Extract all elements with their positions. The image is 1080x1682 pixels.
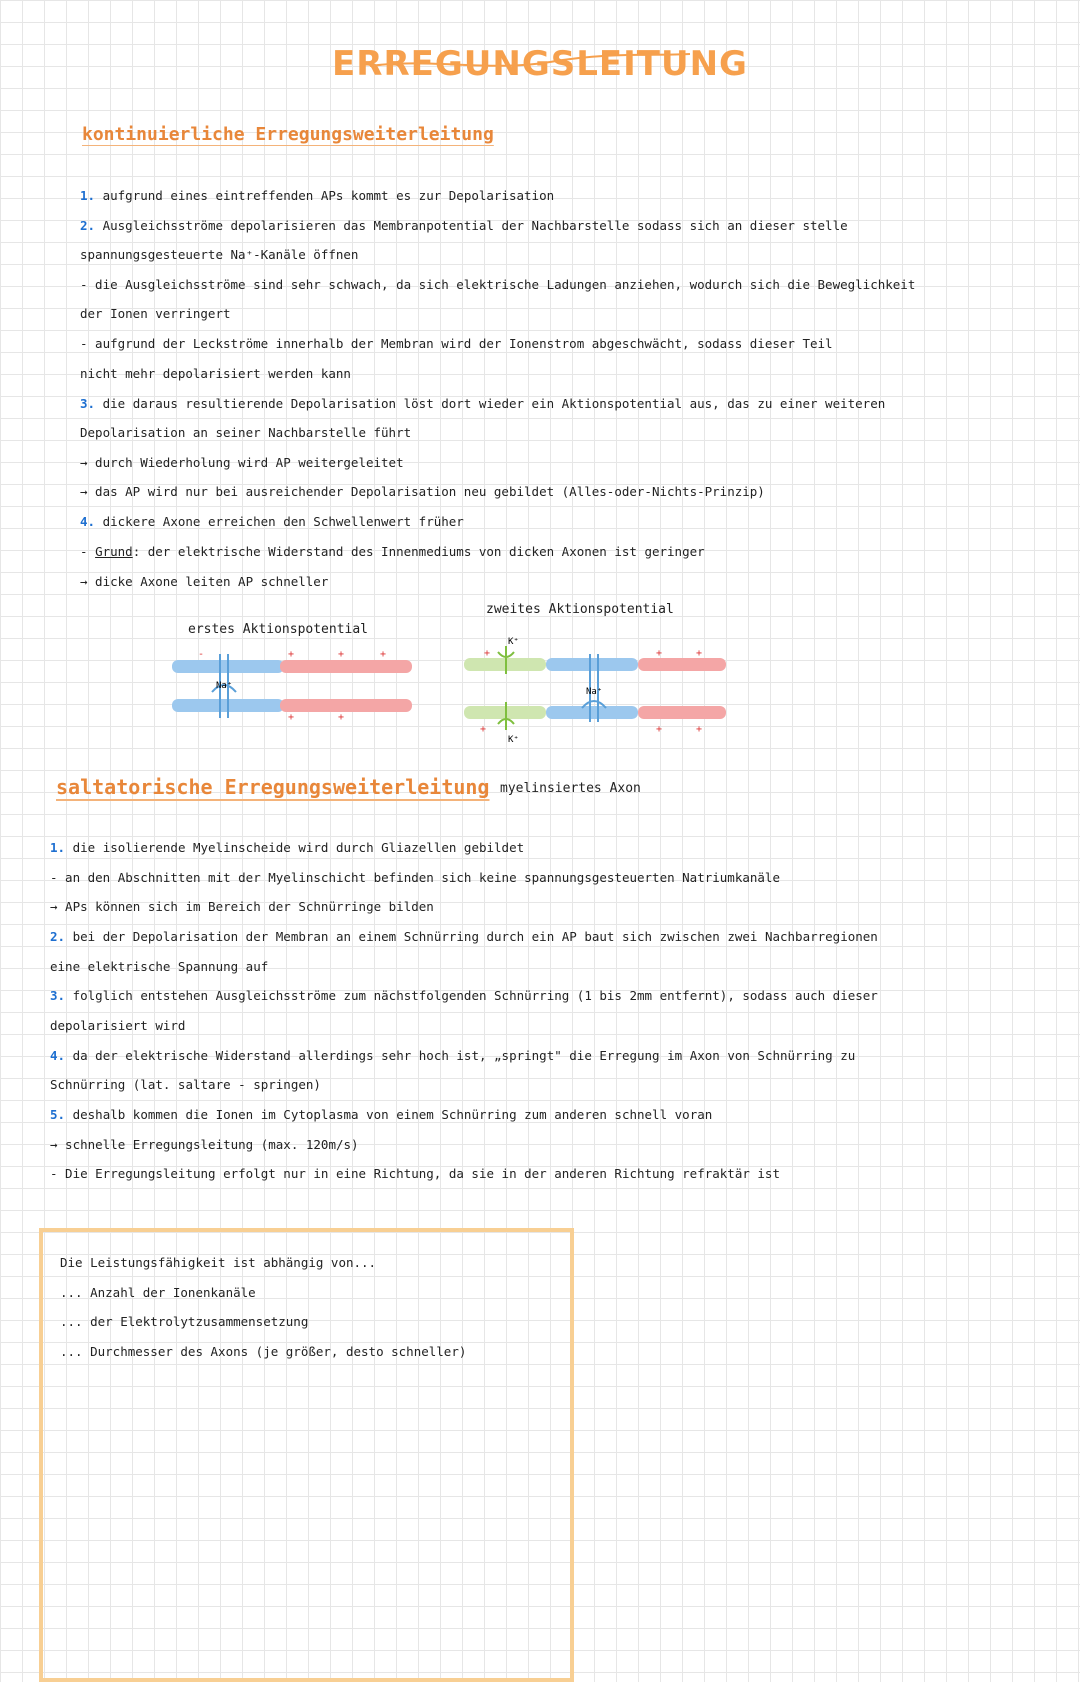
first-ap-label: erstes Aktionspotential <box>188 622 369 637</box>
charge-sign: + <box>484 648 491 659</box>
s2-line-9: Schnürring (lat. saltare - springen) <box>50 1077 321 1092</box>
second-ap-label: zweites Aktionspotential <box>486 602 674 617</box>
s2-line-7: depolarisiert wird <box>50 1018 186 1033</box>
s1-line-7: nicht mehr depolarisiert werden kann <box>80 366 351 381</box>
charge-sign: + <box>696 648 703 659</box>
box-line-4: ... Durchmesser des Axons (je größer, desto schneller) <box>60 1344 467 1359</box>
first-ap-diagram <box>168 648 418 720</box>
k-label: K⁺ <box>508 637 519 647</box>
s1-line-6: - aufgrund der Leckströme innerhalb der Membran wird der Ionenstrom abgeschwächt, sodass dieser Teil <box>80 336 833 351</box>
section2-heading: saltatorische Erregungsweiterleitung <box>56 775 490 799</box>
s2-line-10: 5. deshalb kommen die Ionen im Cytoplasma von einem Schnürring zum anderen schnell voran <box>50 1107 713 1122</box>
s1-line-14: → dicke Axone leiten AP schneller <box>80 574 329 589</box>
s2-line-2: - an den Abschnitten mit der Myelinschicht befinden sich keine spannungsgesteuerten Natriumkanäle <box>50 870 780 885</box>
charge-sign: + <box>338 649 345 660</box>
s1-line-8: 3. die daraus resultierende Depolarisation löst dort wieder ein Aktionspotential aus, das zu einer weiteren <box>80 396 886 411</box>
box-line-1: Die Leistungsfähigkeit ist abhängig von... <box>60 1255 377 1270</box>
k-label: K⁺ <box>508 735 519 744</box>
s1-line-9: Depolarisation an seiner Nachbarstelle führt <box>80 425 412 440</box>
s1-line-2: 2. Ausgleichsströme depolarisieren das Membranpotential der Nachbarstelle sodass sich an dieser stelle <box>80 218 848 233</box>
axon-depol-bottom <box>280 699 412 712</box>
axon-rest-bottom <box>546 706 638 719</box>
s2-line-5: eine elektrische Spannung auf <box>50 959 269 974</box>
s1-line-13: - Grund: der elektrische Widerstand des Innenmediums von dicken Axonen ist geringer <box>80 544 705 559</box>
na-label: Na⁺ <box>216 681 233 691</box>
page-title: ERREGUNGSLEITUNG <box>332 44 748 84</box>
axon-depol-bottom <box>638 706 726 719</box>
s2-line-8: 4. da der elektrische Widerstand allerdings sehr hoch ist, „springt" die Erregung im Axon von Schnürring zu <box>50 1048 856 1063</box>
axon-depol-top <box>638 658 726 671</box>
axon-rest-top <box>546 658 638 671</box>
s2-line-6: 3. folglich entstehen Ausgleichsströme zum nächstfolgenden Schnürring (1 bis 2mm entfernt), sodass auch dieser <box>50 988 878 1003</box>
axon-depol-top <box>280 660 412 673</box>
s2-line-3: → APs können sich im Bereich der Schnürringe bilden <box>50 899 434 914</box>
charge-sign: + <box>696 724 703 735</box>
s2-line-4: 2. bei der Depolarisation der Membran an einem Schnürring durch ein AP baut sich zwischen zwei Nachbarregionen <box>50 929 878 944</box>
charge-sign: + <box>656 648 663 659</box>
charge-sign: + <box>288 649 295 660</box>
s1-line-10: → durch Wiederholung wird AP weitergeleitet <box>80 455 404 470</box>
charge-sign: + <box>288 712 295 720</box>
s1-line-1: 1. aufgrund eines eintreffenden APs kommt es zur Depolarisation <box>80 188 555 203</box>
charge-sign: + <box>380 649 387 660</box>
second-ap-diagram <box>460 632 732 744</box>
box-line-3: ... der Elektrolytzusammensetzung <box>60 1314 309 1329</box>
charge-sign: + <box>656 724 663 735</box>
box-line-2: ... Anzahl der Ionenkanäle <box>60 1285 256 1300</box>
charge-sign: + <box>338 712 345 720</box>
s2-line-1: 1. die isolierende Myelinscheide wird durch Gliazellen gebildet <box>50 840 525 855</box>
s2-line-12: - Die Erregungsleitung erfolgt nur in eine Richtung, da sie in der anderen Richtung refraktär ist <box>50 1166 780 1181</box>
charge-sign: - <box>198 649 205 660</box>
section1-heading: kontinuierliche Erregungsweiterleitung <box>82 124 494 145</box>
charge-sign: + <box>480 724 487 735</box>
s1-line-4: - die Ausgleichsströme sind sehr schwach, da sich elektrische Ladungen anziehen, wodurch sich die Beweglichkeit <box>80 277 916 292</box>
section2-subnote: myelinsiertes Axon <box>500 781 641 796</box>
s2-line-11: → schnelle Erregungsleitung (max. 120m/s) <box>50 1137 359 1152</box>
s1-line-11: → das AP wird nur bei ausreichender Depolarisation neu gebildet (Alles-oder-Nichts-Prinzip) <box>80 484 765 499</box>
na-label: Na⁺ <box>586 687 603 697</box>
s1-line-3: spannungsgesteuerte Na⁺-Kanäle öffnen <box>80 247 359 262</box>
s1-line-5: der Ionen verringert <box>80 306 231 321</box>
s1-line-12: 4. dickere Axone erreichen den Schwellenwert früher <box>80 514 464 529</box>
